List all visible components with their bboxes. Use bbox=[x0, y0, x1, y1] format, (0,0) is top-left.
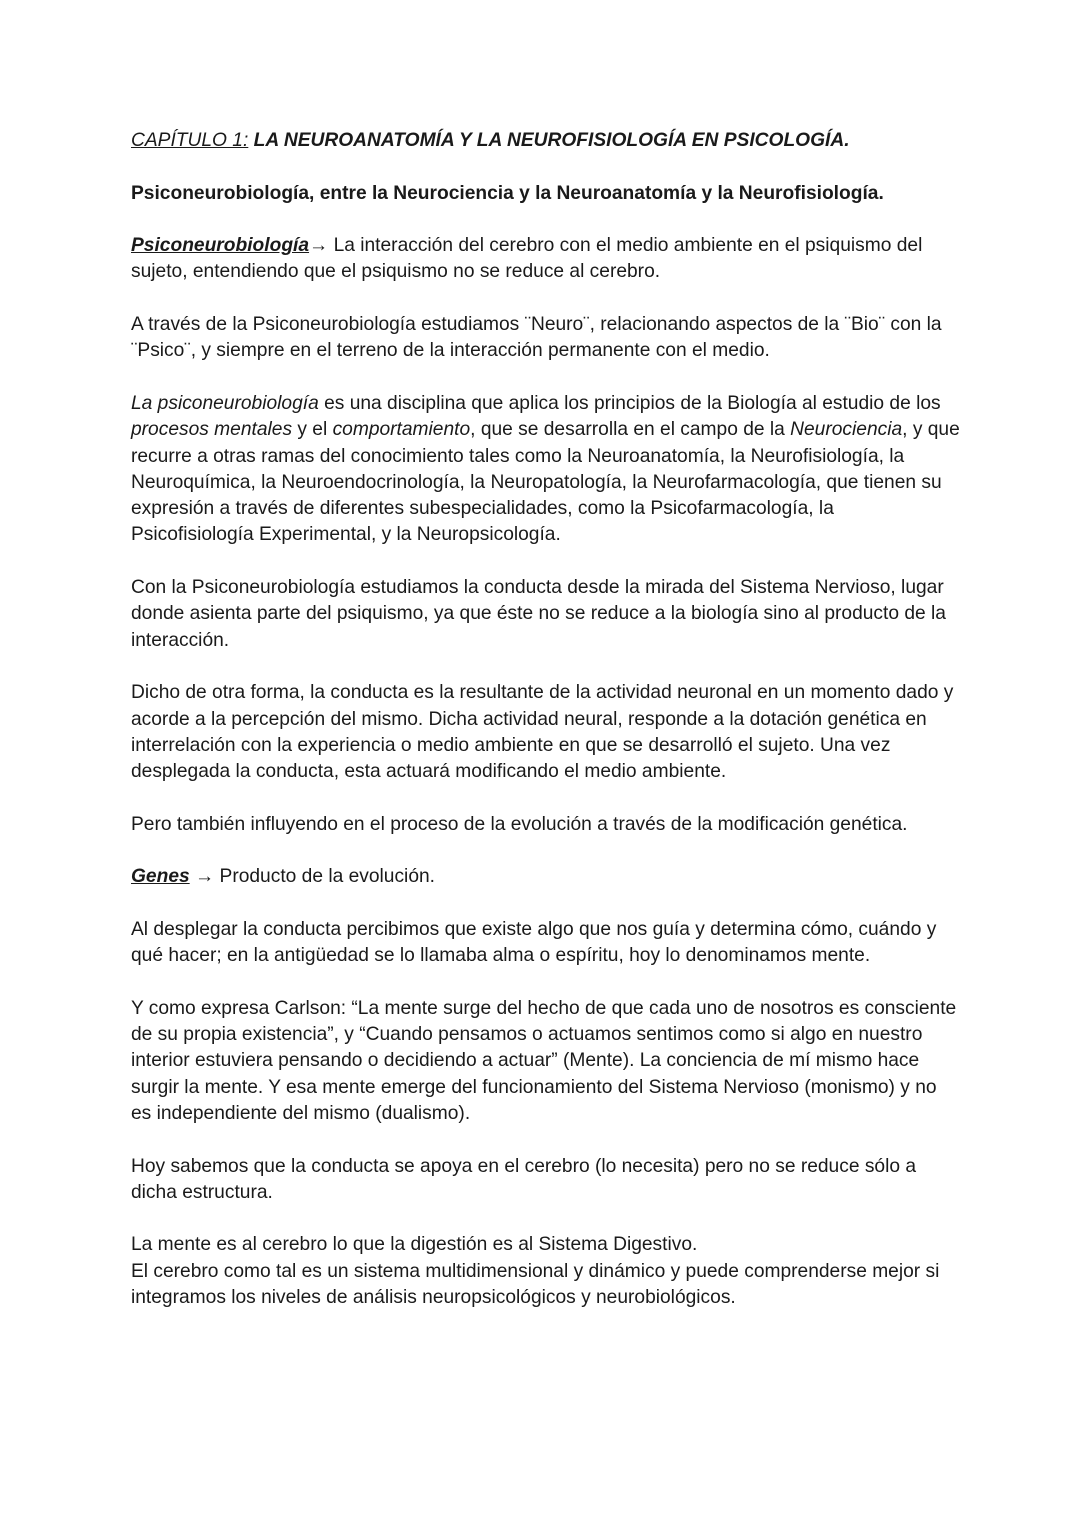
definition-term: Psiconeurobiología bbox=[131, 235, 310, 257]
discipline-text-4: , y que recurre a otras ramas del conocimiento tales como la Neuroanatomía, la Neurofisiología, la Neuroquímica, la Neuroendocrinología, la Neuropatología, la Neurofarmacología, que tienen su expresión a través de diferentes subespecialidades, como la Psicofarmacología, la Psicofisiología Experimental, y la Neuropsicología. bbox=[131, 419, 960, 546]
genes-text: → Producto de la evolución. bbox=[189, 866, 435, 888]
chapter-title: LA NEUROANATOMÍA Y LA NEUROFISIOLOGÍA EN PSICOLOGÍA. bbox=[253, 130, 850, 151]
paragraph-hoy: Hoy sabemos que la conducta se apoya en el cerebro (lo necesita) pero no se reduce sólo a dicha estructura. bbox=[131, 1155, 917, 1203]
paragraph-carlson: Y como expresa Carlson: “La mente surge del hecho de que cada uno de nosotros es consciente de su propia existencia”, y “Cuando pensamos o actuamos sentimos como si algo en nuestro interior estuviera pensando o decidiendo a actuar” (Mente). La conciencia de mí mismo hace surgir la mente. Y esa mente emerge del funcionamiento del Sistema Nervioso (monismo) y no es independiente del mismo (dualismo). bbox=[131, 997, 957, 1124]
definition-arrow: → bbox=[309, 235, 329, 257]
emphasis-psiconeurobiologia: La psiconeurobiología bbox=[131, 392, 319, 414]
section-subtitle: Psiconeurobiología, entre la Neurociencia y la Neuroanatomía y la Neurofisiología. bbox=[131, 182, 884, 204]
definition-paragraph bbox=[131, 233, 961, 286]
final-line-2: El cerebro como tal es un sistema multidimensional y dinámico y puede comprenderse mejor si integramos los niveles de análisis neuropsicológicos y neurobiológicos. bbox=[131, 1260, 940, 1309]
genes-definition bbox=[131, 864, 961, 890]
paragraph-neuro: A través de la Psiconeurobiología estudiamos ¨Neuro¨, relacionando aspectos de la ¨Bio¨ con la ¨Psico¨, y siempre en el terreno de la interacción permanente con el medio. bbox=[131, 314, 942, 362]
paragraph-otra-forma: Dicho de otra forma, la conducta es la resultante de la actividad neuronal en un momento dado y acorde a la percepción del mismo. Dicha actividad neural, responde a la dotación genética en interrelación con la experiencia o medio ambiente en que se desarrolló el sujeto. Una vez desplegada la conducta, esta actuará modificando el medio ambiente. bbox=[131, 682, 954, 783]
paragraph-final bbox=[131, 1232, 961, 1311]
discipline-text-1: es una disciplina que aplica los principios de la Biología al estudio de los bbox=[318, 392, 941, 414]
document-page bbox=[131, 128, 961, 1338]
discipline-text-2: y el bbox=[292, 419, 333, 441]
paragraph-evolucion: Pero también influyendo en el proceso de la evolución a través de la modificación genética. bbox=[131, 813, 908, 835]
paragraph-mente: Al desplegar la conducta percibimos que existe algo que nos guía y determina cómo, cuándo y qué hacer; en la antigüedad se lo llamaba alma o espíritu, hoy lo denominamos mente. bbox=[131, 918, 937, 967]
paragraph-discipline bbox=[131, 391, 961, 549]
chapter-heading bbox=[131, 128, 961, 154]
emphasis-comportamiento: comportamiento bbox=[332, 419, 471, 441]
definition-text: La interacción del cerebro con el medio ambiente en el psiquismo del sujeto, entendiendo que el psiquismo no se reduce al cerebro. bbox=[131, 235, 923, 283]
chapter-label: CAPÍTULO 1: bbox=[131, 130, 249, 151]
genes-term: Genes bbox=[131, 866, 190, 888]
final-line-1: La mente es al cerebro lo que la digestión es al Sistema Digestivo. bbox=[131, 1234, 698, 1256]
discipline-text-3: , que se desarrolla en el campo de la bbox=[470, 419, 791, 441]
paragraph-conducta: Con la Psiconeurobiología estudiamos la conducta desde la mirada del Sistema Nervioso, lugar donde asienta parte del psiquismo, ya que éste no se reduce a la biología sino al producto de la interacción. bbox=[131, 577, 946, 651]
emphasis-neurociencia: Neurociencia bbox=[790, 419, 903, 441]
emphasis-procesos-mentales: procesos mentales bbox=[131, 419, 293, 441]
